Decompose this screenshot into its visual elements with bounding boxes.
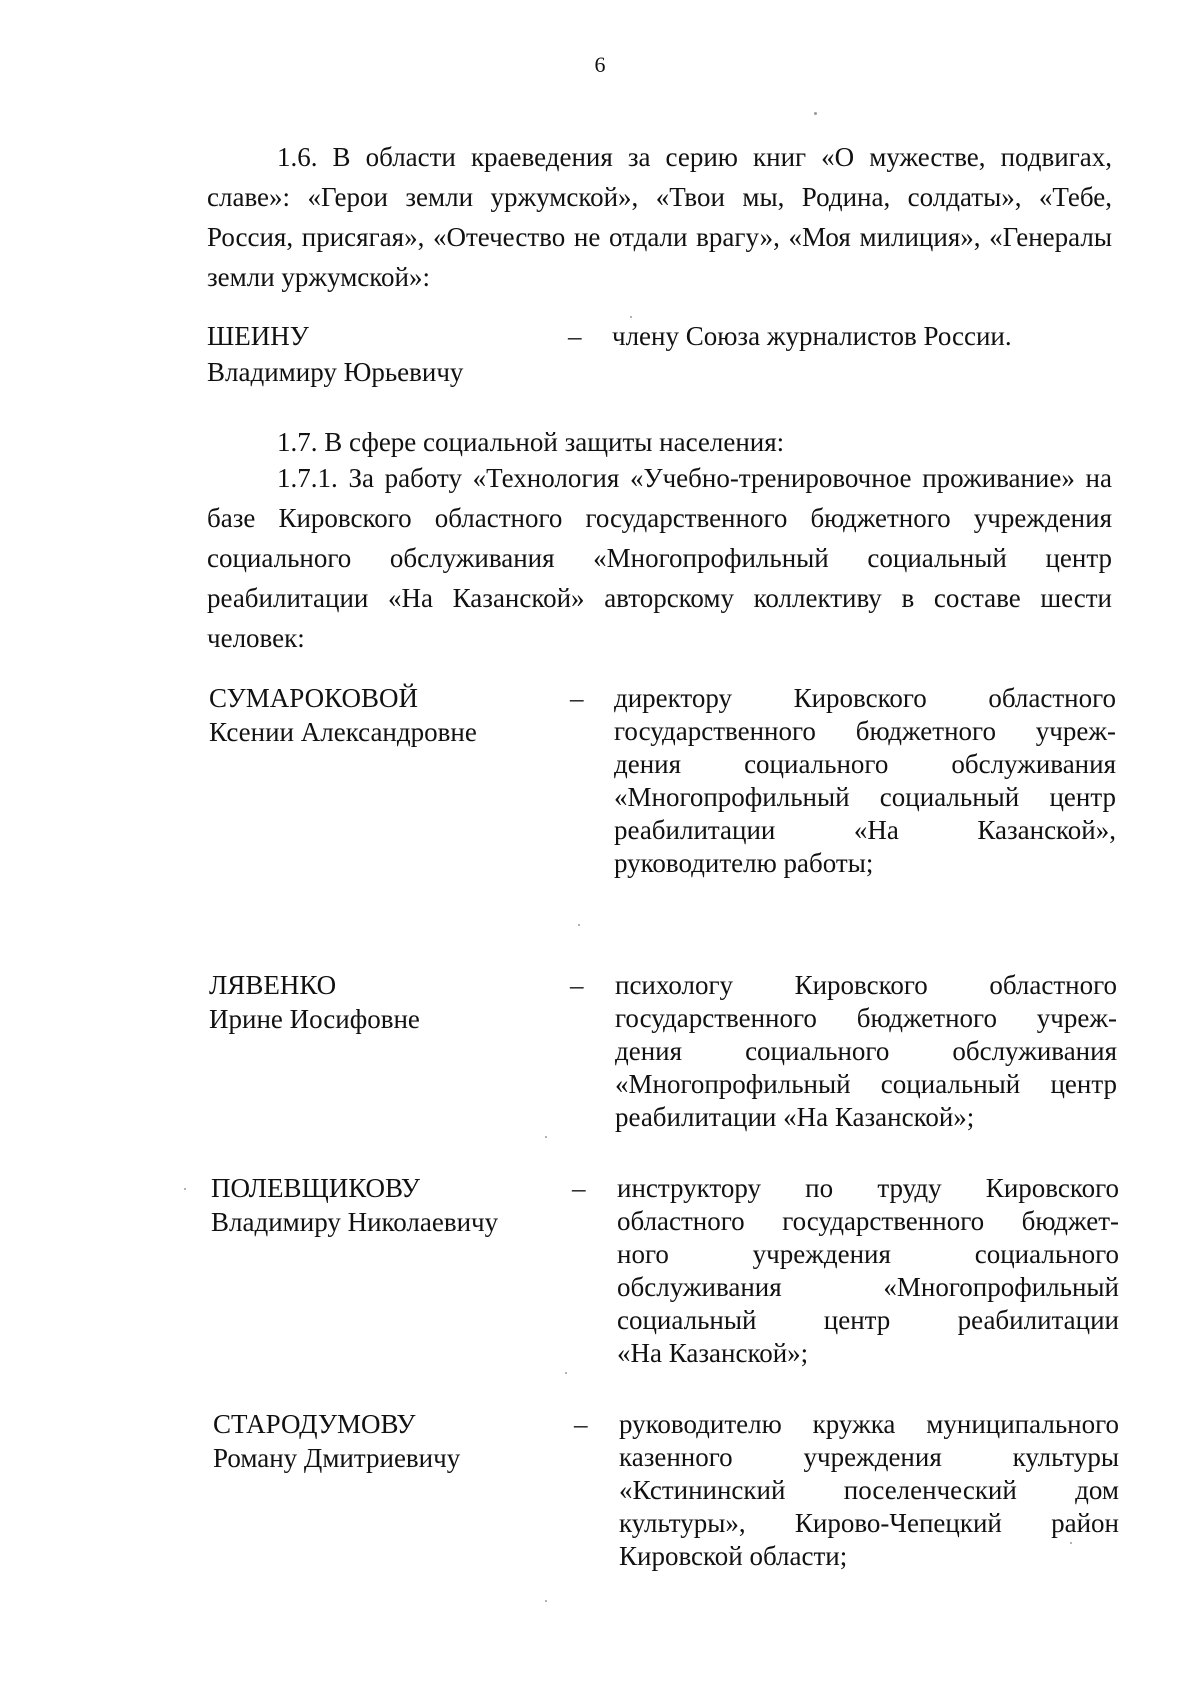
awardee-description [619, 1408, 1119, 1573]
description-line: государственного бюджетного учреж- [614, 716, 1116, 746]
awardee-description [617, 1172, 1119, 1370]
section-1-7-heading: 1.7. В сфере социальной защиты населения: [277, 427, 785, 457]
scan-speck [578, 924, 580, 926]
awardee-dash: – [574, 1409, 588, 1439]
awardee-surname: СТАРОДУМОВУ [213, 1409, 416, 1439]
description-line: социальный центр реабилитации [617, 1305, 1119, 1335]
description-line: психологу Кировского областного [615, 970, 1117, 1000]
description-line: государственного бюджетного учреж- [615, 1003, 1117, 1033]
scan-speck [184, 1188, 186, 1190]
description-line: реабилитации «На Казанской»; [615, 1102, 975, 1132]
awardee-surname: ПОЛЕВЩИКОВУ [211, 1173, 420, 1203]
description-line: руководителю кружка муниципального [619, 1409, 1119, 1439]
section-1-6-paragraph: 1.6. В области краеведения за серию книг «О мужестве, подвигах, славе»: «Герои земли уржумской», «Твои мы, Родина, солдаты», «Тебе, Россия, присягая», «Отечество не отдали врагу», «Моя милиция», «Генералы земли уржумской»: [207, 142, 1112, 292]
scan-speck [1070, 1542, 1072, 1544]
awardee-given-names: Владимиру Юрьевичу [207, 357, 464, 387]
section-1-7-1-paragraph: 1.7.1. За работу «Технология «Учебно-тренировочное проживание» на базе Кировского областного государственного бюджетного учреждения социального обслуживания «Многопрофильный социальный центр реабилитации «На Казанской» авторскому коллективу в составе шести человек: [207, 463, 1112, 653]
description-line: дения социального обслуживания [614, 749, 1116, 779]
description-line: директору Кировского областного [614, 683, 1116, 713]
scan-speck [565, 1372, 567, 1374]
description-line: культуры», Кирово-Чепецкий район [619, 1508, 1119, 1538]
awardee-description [614, 682, 1116, 880]
description-line: казенного учреждения культуры [619, 1442, 1119, 1472]
awardee-dash: – [572, 1173, 586, 1203]
description-line: «Многопрофильный социальный центр [615, 1069, 1117, 1099]
description-line: дения социального обслуживания [615, 1036, 1117, 1066]
scan-speck [814, 112, 817, 115]
awardee-given-names: Владимиру Николаевичу [211, 1207, 499, 1237]
awardee-given-names: Ирине Иосифовне [209, 1004, 420, 1034]
description-line: «Кстининский поселенческий дом [619, 1475, 1119, 1505]
page-number: 6 [594, 52, 606, 77]
description-line: реабилитации «На Казанской», [614, 815, 1116, 845]
awardee-dash: – [570, 683, 584, 713]
description-line: «На Казанской»; [617, 1338, 809, 1368]
awardee-surname: ШЕИНУ [207, 321, 309, 351]
description-line: руководителю работы; [614, 848, 874, 878]
awardee-description: члену Союза журналистов России. [612, 321, 1012, 351]
scan-speck [545, 1600, 547, 1602]
awardee-given-names: Роману Дмитриевичу [213, 1443, 461, 1473]
description-line: ного учреждения социального [617, 1239, 1119, 1269]
awardee-dash: – [570, 970, 584, 1000]
awardee-surname: ЛЯВЕНКО [209, 970, 337, 1000]
description-line: «Многопрофильный социальный центр [614, 782, 1116, 812]
description-line: Кировской области; [619, 1541, 848, 1571]
awardee-description [615, 969, 1117, 1134]
awardee-given-names: Ксении Александровне [209, 717, 477, 747]
description-line: обслуживания «Многопрофильный [617, 1272, 1119, 1302]
scan-speck [545, 1136, 547, 1138]
description-line: инструктору по труду Кировского [617, 1173, 1119, 1203]
description-line: областного государственного бюджет- [617, 1206, 1119, 1236]
awardee-surname: СУМАРОКОВОЙ [209, 683, 418, 713]
scan-speck [630, 316, 632, 318]
awardee-dash: – [568, 321, 582, 351]
